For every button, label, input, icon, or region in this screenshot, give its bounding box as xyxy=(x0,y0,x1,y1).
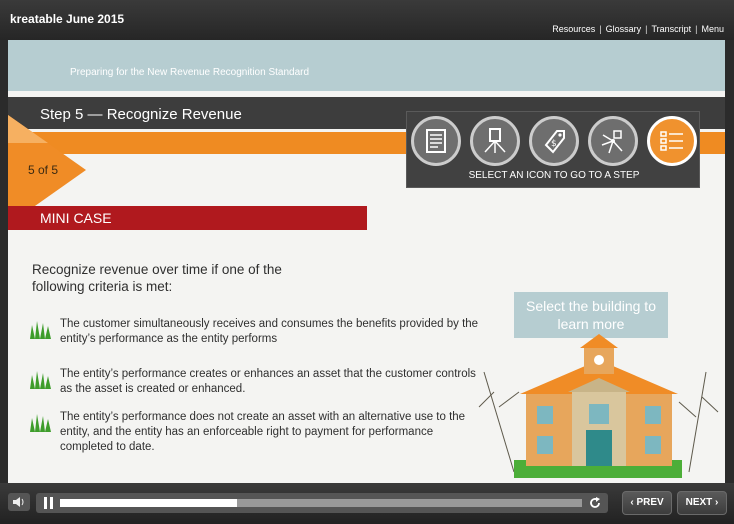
prev-arrow-icon: ‹ xyxy=(630,497,634,508)
intro-text: Recognize revenue over time if one of the following criteria is met: xyxy=(32,262,282,294)
step-2-button[interactable] xyxy=(470,116,520,166)
pause-icon xyxy=(50,497,53,509)
app-title: kreatable June 2015 xyxy=(10,12,125,26)
grass-bullet-icon xyxy=(28,319,54,339)
slide-stage xyxy=(8,40,725,483)
svg-text:$: $ xyxy=(551,139,557,149)
nav-transcript[interactable]: Transcript xyxy=(651,24,692,34)
criterion-text: The entity’s performance creates or enhances an asset that the customer controls as the asset is created or enhanced. xyxy=(60,368,476,395)
slide-counter: 5 of 5 xyxy=(28,163,59,177)
pause-button[interactable] xyxy=(42,496,56,510)
progress-track[interactable] xyxy=(60,499,582,507)
next-label: NEXT xyxy=(685,497,713,508)
pause-icon xyxy=(44,497,47,509)
speaker-icon xyxy=(13,497,25,507)
price-tag-icon xyxy=(540,127,568,155)
section-banner xyxy=(8,206,367,230)
step-3-button[interactable] xyxy=(529,116,579,166)
course-title: Preparing for the New Revenue Recognition Standard xyxy=(70,67,310,78)
allocate-icon xyxy=(599,127,627,155)
contract-icon xyxy=(422,127,450,155)
nav-separator: | xyxy=(695,24,698,34)
step-title: Step 5 — Recognize Revenue xyxy=(40,106,242,123)
top-nav xyxy=(552,24,724,34)
grass-bullet-icon xyxy=(28,369,54,389)
grass-bullet-icon xyxy=(28,412,54,432)
step-5-button[interactable] xyxy=(647,116,697,166)
player-controls xyxy=(0,483,734,524)
replay-icon[interactable] xyxy=(588,496,602,510)
prev-button[interactable] xyxy=(622,491,672,515)
criterion-text: The customer simultaneously receives and consumes the benefits provided by the entity’s performance as the entity performs xyxy=(60,318,479,345)
title-bar xyxy=(0,0,734,40)
section-label: MINI CASE xyxy=(40,210,112,226)
next-arrow-icon: › xyxy=(715,497,719,508)
seek-bar xyxy=(36,493,608,513)
nav-separator: | xyxy=(645,24,648,34)
nav-separator: | xyxy=(599,24,602,34)
obligations-icon xyxy=(481,127,509,155)
criterion-text: The entity’s performance does not create an asset with an alternative use to the entity, and the entity has an enforceable right to payment for performance completed to date. xyxy=(60,411,466,453)
icon-panel-caption: SELECT AN ICON TO GO TO A STEP xyxy=(468,170,640,181)
progress-fill xyxy=(60,499,237,507)
next-button[interactable] xyxy=(677,491,727,515)
nav-glossary[interactable]: Glossary xyxy=(605,24,642,34)
step-4-button[interactable] xyxy=(588,116,638,166)
nav-menu[interactable]: Menu xyxy=(701,24,724,34)
prev-label: PREV xyxy=(636,497,664,508)
nav-resources[interactable]: Resources xyxy=(552,24,596,34)
building-callout-label: Select the building to learn more xyxy=(526,298,656,332)
step-icon-panel xyxy=(406,111,700,188)
course-header xyxy=(8,40,725,91)
step-1-button[interactable] xyxy=(411,116,461,166)
volume-button[interactable] xyxy=(8,493,30,511)
checklist-icon xyxy=(658,127,686,155)
building-icon[interactable] xyxy=(474,332,724,482)
